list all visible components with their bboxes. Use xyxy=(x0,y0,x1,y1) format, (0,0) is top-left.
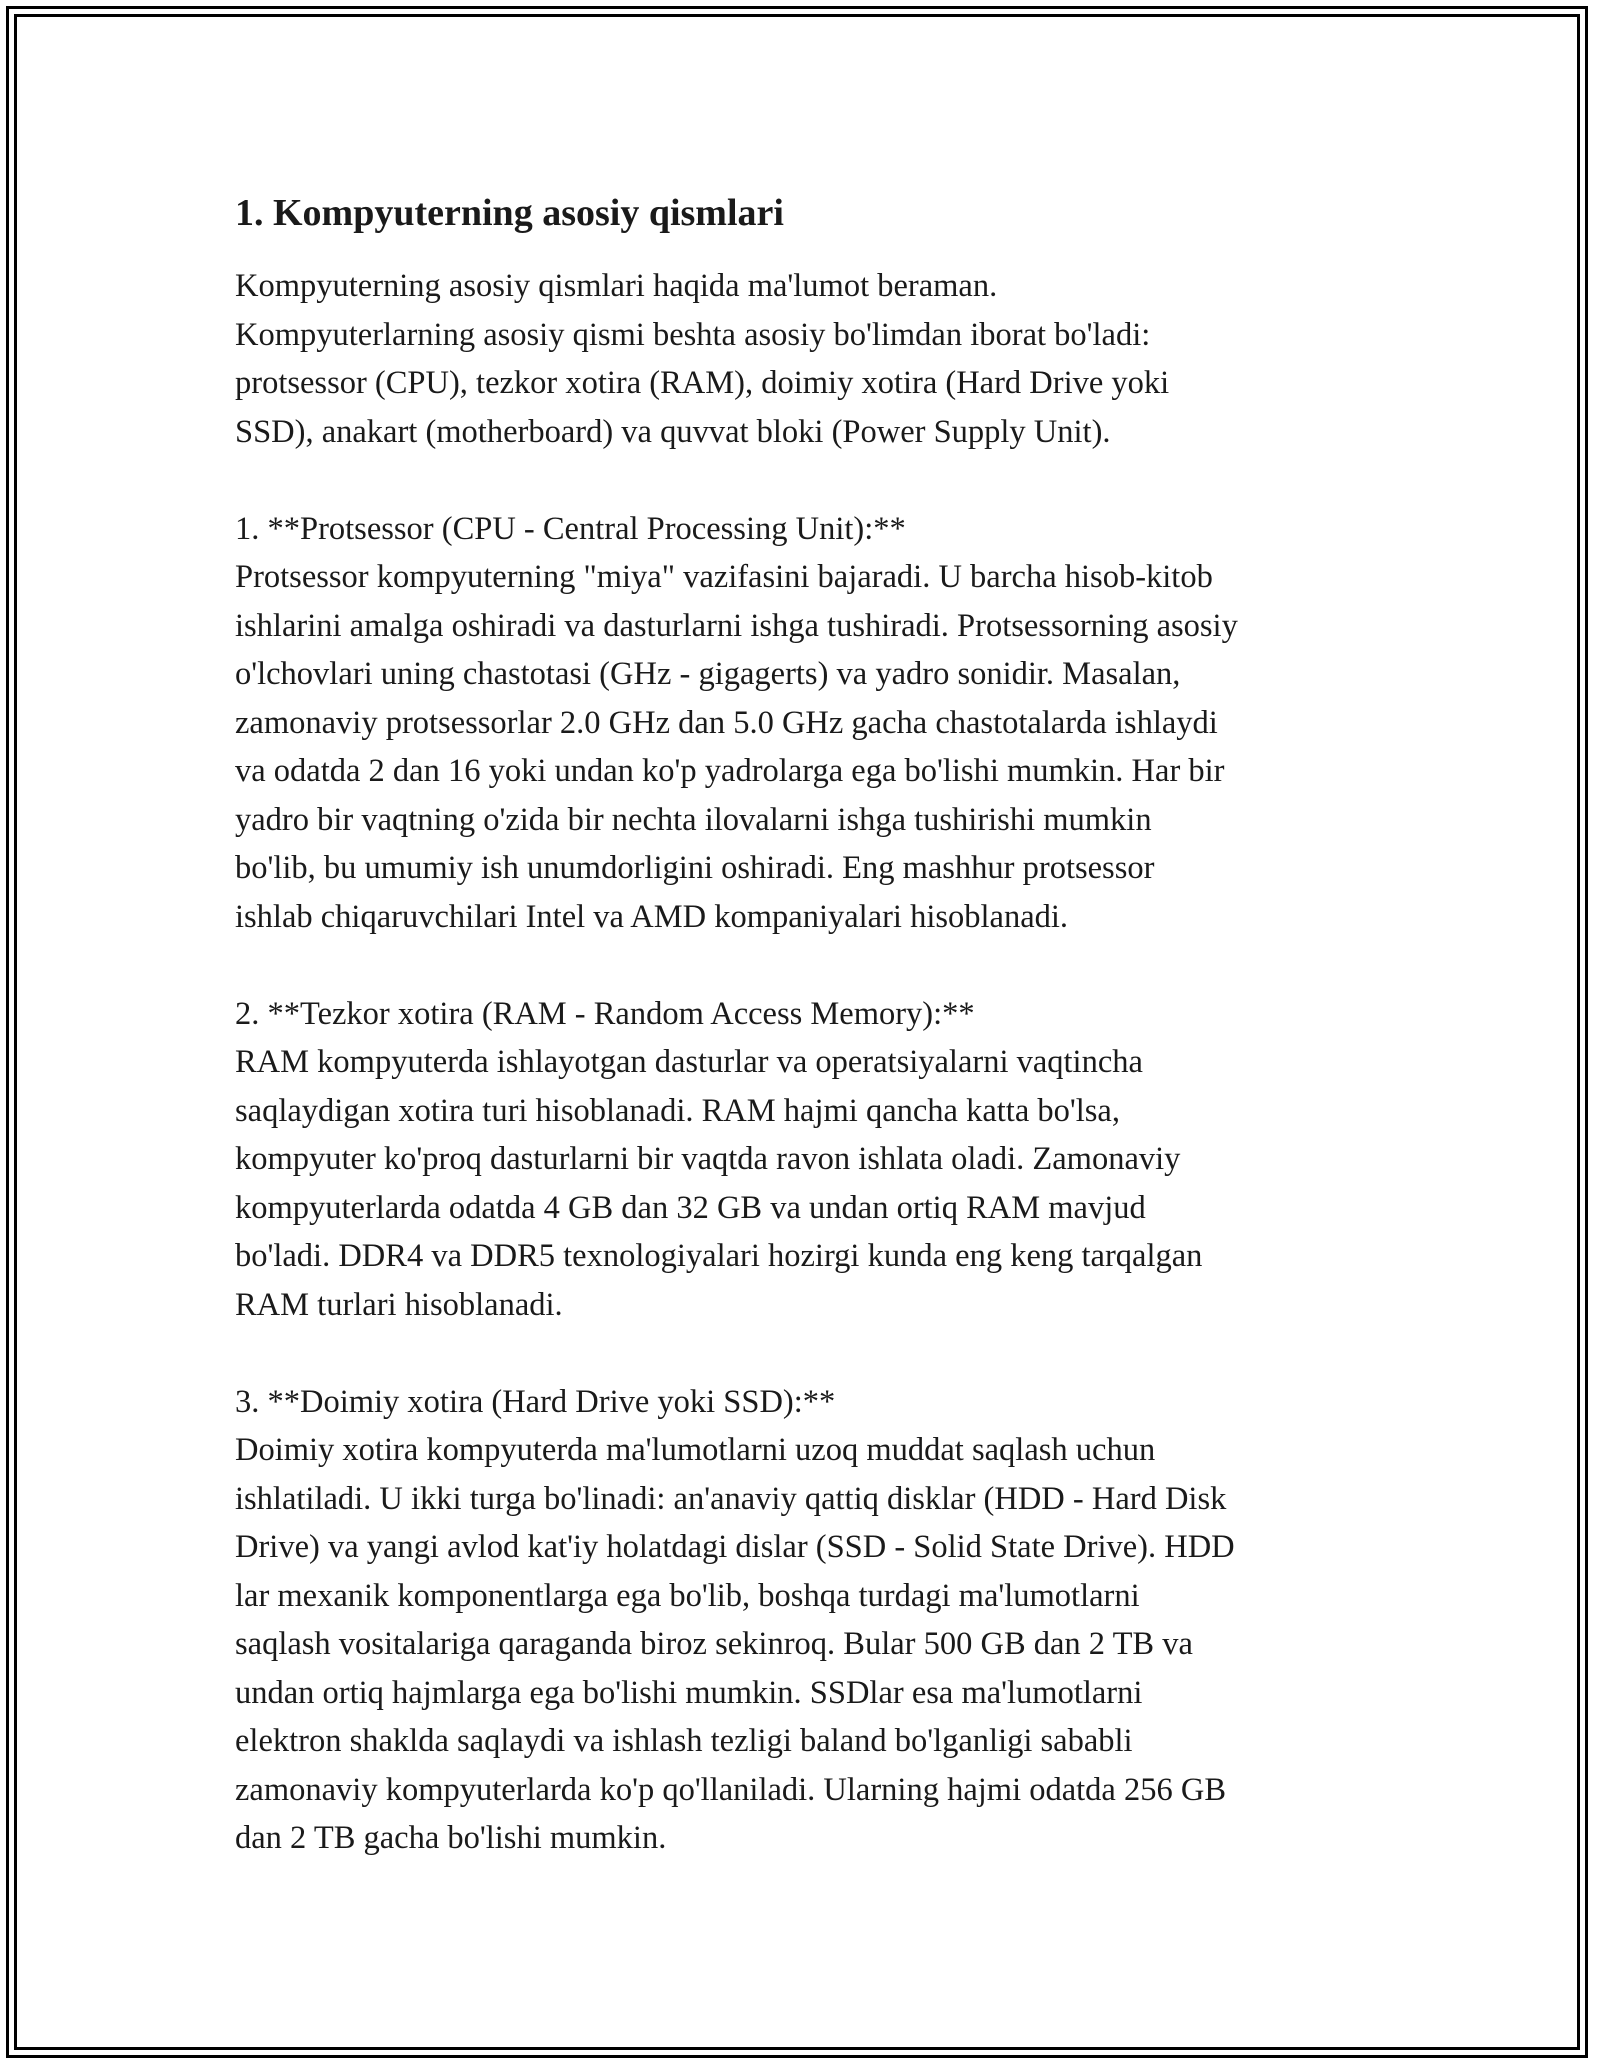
section-cpu xyxy=(235,505,1385,942)
paragraph-spacer xyxy=(235,941,1385,990)
document-title: 1. Kompyuterning asosiy qismlari xyxy=(235,192,784,234)
section-body-storage: Doimiy xotira kompyuterda ma'lumotlarni uzoq muddat saqlash uchun ishlatiladi. U ikki turga bo'linadi: an'anaviy qattiq disklar (HDD - Hard Disk Drive) va yangi avlod kat'iy holatdagi dislar (SSD - Solid State Drive). HDD lar mexanik komponentlarga ega bo'lib, boshqa turdagi ma'lumotlarni saqlash vositalariga qaraganda biroz sekinroq. Bular 500 GB dan 2 TB va undan ortiq hajmlarga ega bo'lishi mumkin. SSDlar esa ma'lumotlarni elektron shaklda saqlaydi va ishlash tezligi baland bo'lganligi sababli zamonaviy kompyuterlarda ko'p qo'llaniladi. Ularning hajmi odatda 256 GB dan 2 TB gacha bo'lishi mumkin. xyxy=(235,1432,1235,1856)
section-heading-cpu: 1. **Protsessor (CPU - Central Processing Unit):** xyxy=(235,510,906,547)
section-body-ram: RAM kompyuterda ishlayotgan dasturlar va operatsiyalarni vaqtincha saqlaydigan xotira turi hisoblanadi. RAM hajmi qancha katta bo'lsa, kompyuter ko'proq dasturlarni bir vaqtda ravon ishlata oladi. Zamonaviy kompyuterlarda odatda 4 GB dan 32 GB va undan ortiq RAM mavjud bo'ladi. DDR4 va DDR5 texnologiyalari hozirgi kunda eng keng tarqalgan RAM turlari hisoblanadi. xyxy=(235,1044,1203,1323)
intro-paragraph: Kompyuterning asosiy qismlari haqida ma'lumot beraman. Kompyuterlarning asosiy qismi beshta asosiy bo'limdan iborat bo'ladi: protsessor (CPU), tezkor xotira (RAM), doimiy xotira (Hard Drive yoki SSD), anakart (motherboard) va quvvat bloki (Power Supply Unit). xyxy=(235,268,1170,450)
section-ram xyxy=(235,990,1385,1330)
section-heading-storage: 3. **Doimiy xotira (Hard Drive yoki SSD):** xyxy=(235,1383,836,1420)
section-body-cpu: Protsessor kompyuterning "miya" vazifasini bajaradi. U barcha hisob-kitob ishlarini amalga oshiradi va dasturlarni ishga tushiradi. Protsessorning asosiy o'lchovlari uning chastotasi (GHz - gigagerts) va yadro sonidir. Masalan, zamonaviy protsessorlar 2.0 GHz dan 5.0 GHz gacha chastotalarda ishlaydi va odatda 2 dan 16 yoki undan ko'p yadrolarga ega bo'lishi mumkin. Har bir yadro bir vaqtning o'zida bir nechta ilovalarni ishga tushirishi mumkin bo'lib, bu umumiy ish unumdorligini oshiradi. Eng mashhur protsessor ishlab chiqaruvchilari Intel va AMD kompaniyalari hisoblanadi. xyxy=(235,559,1238,935)
paragraph-spacer xyxy=(235,456,1385,505)
document-body xyxy=(235,188,1385,1863)
section-heading-ram: 2. **Tezkor xotira (RAM - Random Access Memory):** xyxy=(235,995,975,1032)
section-storage xyxy=(235,1378,1385,1863)
paragraph-spacer xyxy=(235,1329,1385,1378)
